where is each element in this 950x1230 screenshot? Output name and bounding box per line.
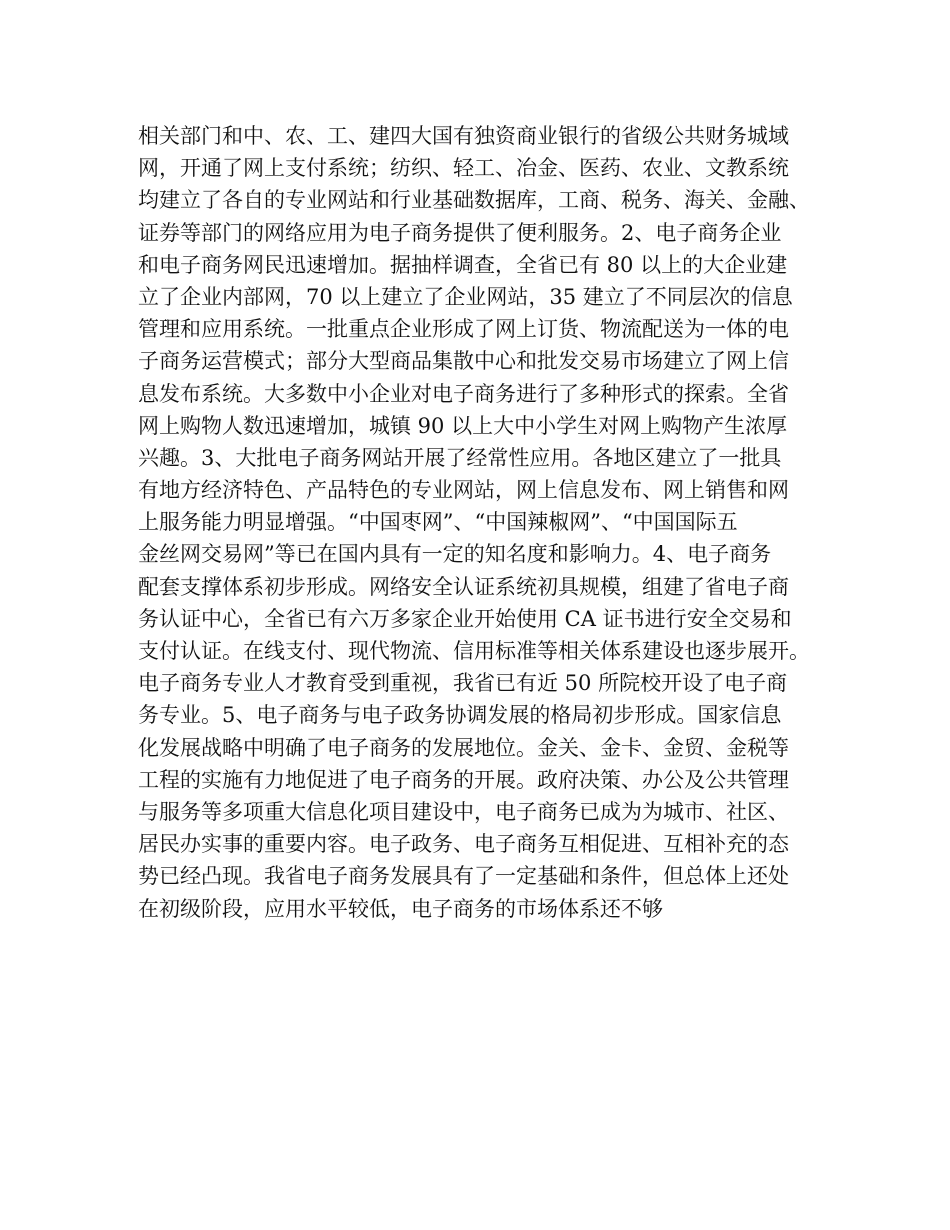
text-line: 立了企业内部网，70 以上建立了企业网站，35 建立了不同层次的信息 xyxy=(138,284,793,309)
text-line: 金丝网交易网”等已在国内具有一定的知名度和影响力。4、电子商务 xyxy=(138,542,772,567)
text-line: 兴趣。3、大批电子商务网站开展了经常性应用。各地区建立了一批具 xyxy=(138,445,782,470)
text-line: 息发布系统。大多数中小企业对电子商务进行了多种形式的探索。全省 xyxy=(138,381,789,406)
text-line: 相关部门和中、农、工、建四大国有独资商业银行的省级公共财务城域 xyxy=(138,124,789,148)
text-line: 网，开通了网上支付系统；纺织、轻工、冶金、医药、农业、文教系统 xyxy=(138,156,789,181)
text-line: 上服务能力明显增强。“中国枣网”、“中国辣椒网”、“中国国际五 xyxy=(138,510,738,535)
text-line: 居民办实事的重要内容。电子政务、电子商务互相促进、互相补充的态 xyxy=(138,832,789,857)
text-line: 务专业。5、电子商务与电子政务协调发展的格局初步形成。国家信息 xyxy=(138,703,782,728)
text-line: 化发展战略中明确了电子商务的发展地位。金关、金卡、金贸、金税等 xyxy=(138,735,789,760)
text-line: 与服务等多项重大信息化项目建设中，电子商务已成为为城市、社区、 xyxy=(138,799,789,824)
text-line: 均建立了各自的专业网站和行业基础数据库，工商、税务、海关、金融、 xyxy=(138,188,810,213)
text-line: 网上购物人数迅速增加，城镇 90 以上大中小学生对网上购物产生浓厚 xyxy=(138,413,788,438)
text-line: 有地方经济特色、产品特色的专业网站，网上信息发布、网上销售和网 xyxy=(138,478,789,503)
text-line: 在初级阶段，应用水平较低，电子商务的市场体系还不够 xyxy=(138,896,663,921)
body-paragraph xyxy=(138,120,828,925)
text-line: 证券等部门的网络应用为电子商务提供了便利服务。2、电子商务企业 xyxy=(138,220,782,245)
text-line: 支付认证。在线支付、现代物流、信用标准等相关体系建设也逐步展开。 xyxy=(138,639,810,663)
text-line: 势已经凸现。我省电子商务发展具有了一定基础和条件，但总体上还处 xyxy=(138,864,789,889)
text-line: 电子商务专业人才教育受到重视，我省已有近 50 所院校开设了电子商 xyxy=(138,671,788,696)
text-line: 配套支撑体系初步形成。网络安全认证系统初具规模，组建了省电子商 xyxy=(138,574,789,599)
text-line: 务认证中心，全省已有六万多家企业开始使用 CA 证书进行安全交易和 xyxy=(138,606,792,631)
text-line: 管理和应用系统。一批重点企业形成了网上订货、物流配送为一体的电 xyxy=(138,317,789,342)
text-line: 和电子商务网民迅速增加。据抽样调查，全省已有 80 以上的大企业建 xyxy=(138,252,788,277)
text-line: 工程的实施有力地促进了电子商务的开展。政府决策、办公及公共管理 xyxy=(138,767,789,792)
text-line: 子商务运营模式；部分大型商品集散中心和批发交易市场建立了网上信 xyxy=(138,349,789,374)
